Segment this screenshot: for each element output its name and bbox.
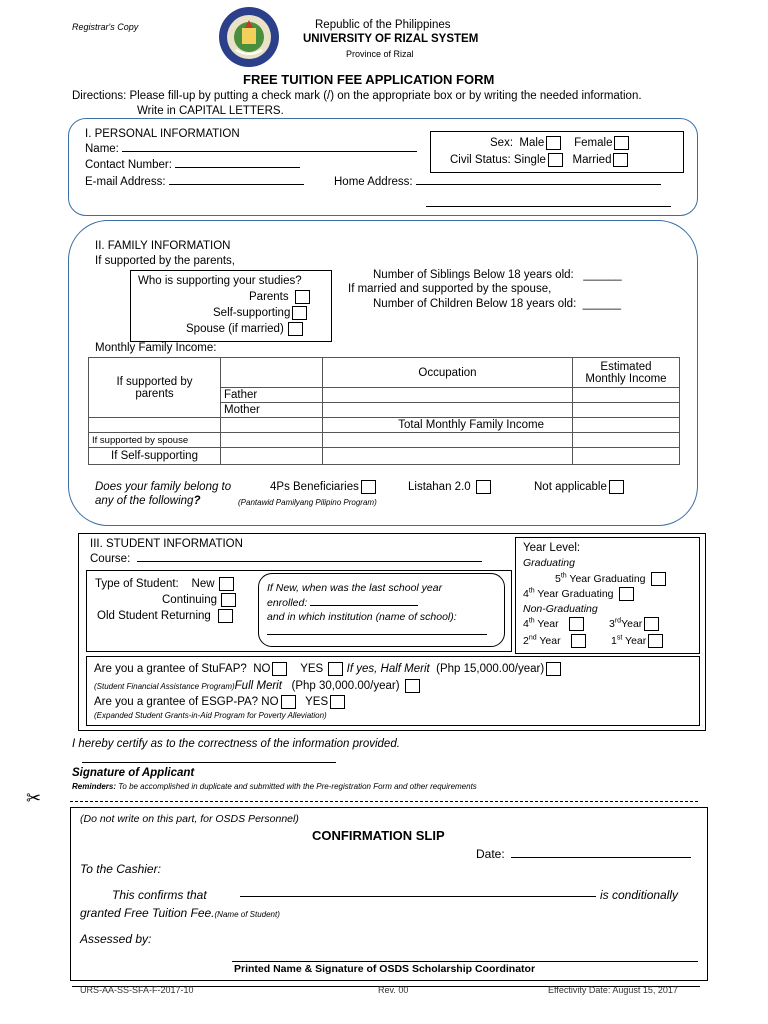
- half-merit-checkbox[interactable]: [546, 662, 561, 676]
- home-address-line-2[interactable]: [426, 198, 671, 210]
- fifth-year-option: 5th Year Graduating: [555, 572, 666, 586]
- single-checkbox[interactable]: [548, 153, 563, 167]
- esgp-full-label: (Expanded Student Grants-in-Aid Program for Poverty Alleviation): [94, 711, 327, 720]
- total-label: Total Monthly Family Income: [323, 418, 573, 433]
- stufap-yes-checkbox[interactable]: [328, 662, 343, 676]
- male-checkbox[interactable]: [546, 136, 561, 150]
- listahan-checkbox[interactable]: [476, 480, 491, 494]
- self-occupation[interactable]: [323, 448, 573, 465]
- assessed-label: Assessed by:: [80, 932, 152, 946]
- non-graduating-label: Non-Graduating: [523, 603, 598, 615]
- name-field[interactable]: Name:: [85, 143, 417, 155]
- who-supporting-label: Who is supporting your studies?: [138, 275, 302, 287]
- to-cashier: To the Cashier:: [80, 862, 161, 876]
- stufap-full-row: (Student Financial Assistance Program)Full Merit (Php 30,000.00/year): [94, 679, 420, 693]
- mother-occupation[interactable]: [323, 403, 573, 418]
- father-label: Father: [221, 388, 323, 403]
- not-applicable-option: Not applicable: [534, 480, 624, 494]
- stufap-no-checkbox[interactable]: [272, 662, 287, 676]
- province-line: Province of Rizal: [346, 49, 414, 59]
- new-checkbox[interactable]: [219, 577, 234, 591]
- self-supporting-option: Self-supporting: [213, 306, 307, 320]
- course-field[interactable]: Course:: [90, 553, 482, 565]
- certify-text: I hereby certify as to the correctness of the information provided.: [72, 738, 400, 750]
- estimated-header: Estimated Monthly Income: [573, 358, 680, 388]
- student-name-field[interactable]: [240, 888, 596, 900]
- parents-option: Parents: [249, 290, 310, 304]
- institution-field[interactable]: [267, 626, 487, 638]
- student-heading: III. STUDENT INFORMATION: [90, 538, 243, 550]
- esgp-row: Are you a grantee of ESGP-PA? NO YES: [94, 695, 345, 709]
- esgp-no-checkbox[interactable]: [281, 695, 296, 709]
- fourps-checkbox[interactable]: [361, 480, 376, 494]
- form-code: URS-AA-SS-SFA-F-2017-10: [80, 985, 194, 995]
- old-returning-option: Old Student Returning: [97, 609, 233, 623]
- spouse-checkbox[interactable]: [288, 322, 303, 336]
- stufap-row: Are you a grantee of StuFAP? NO YES If yes, Half Merit (Php 15,000.00/year): [94, 662, 561, 676]
- second-year-option: 2nd Year: [523, 634, 586, 648]
- date-field[interactable]: Date:: [476, 847, 691, 861]
- graduating-label: Graduating: [523, 557, 575, 569]
- second-year-checkbox[interactable]: [571, 634, 586, 648]
- total-income[interactable]: [573, 418, 680, 433]
- scissors-icon: ✂: [26, 788, 42, 808]
- belong-question-2: any of the following?: [95, 495, 201, 507]
- if-parents-cell: If supported by parents: [89, 358, 221, 418]
- revision: Rev. 00: [378, 985, 409, 995]
- if-self-label: If Self-supporting: [89, 448, 221, 465]
- fifth-year-checkbox[interactable]: [651, 572, 666, 586]
- last-school-year-field[interactable]: enrolled:: [267, 597, 418, 609]
- reminders: Reminders: To be accomplished in duplicate and submitted with the Pre-registration Form and other requirements: [72, 782, 477, 791]
- if-new-line-1: If New, when was the last school year: [267, 582, 443, 594]
- confirms-label: This confirms that: [112, 888, 207, 902]
- fourth-year-checkbox[interactable]: [569, 617, 584, 631]
- university-seal: [218, 6, 280, 68]
- fourth-year-grad-option: 4th Year Graduating: [523, 587, 634, 601]
- female-checkbox[interactable]: [614, 136, 629, 150]
- mother-income[interactable]: [573, 403, 680, 418]
- pantawid-label: (Pantawid Pamilyang Pilipino Program): [238, 498, 377, 507]
- slip-note: (Do not write on this part, for OSDS Personnel): [80, 813, 299, 825]
- spouse-income[interactable]: [573, 433, 680, 448]
- third-year-checkbox[interactable]: [644, 617, 659, 631]
- effectivity-date: Effectivity Date: August 15, 2017: [548, 985, 678, 995]
- income-table: [88, 357, 680, 465]
- granted-line: granted Free Tuition Fee.(Name of Student): [80, 906, 280, 920]
- not-applicable-checkbox[interactable]: [609, 480, 624, 494]
- monthly-income-label: Monthly Family Income:: [95, 342, 217, 354]
- self-income[interactable]: [573, 448, 680, 465]
- first-year-checkbox[interactable]: [648, 634, 663, 648]
- if-new-line-3: and in which institution (name of school):: [267, 611, 457, 623]
- parents-checkbox[interactable]: [295, 290, 310, 304]
- republic-line: Republic of the Philippines: [315, 19, 451, 31]
- continuing-option: Continuing: [162, 593, 236, 607]
- if-spouse-label: If supported by spouse: [89, 433, 221, 448]
- fourps-option: 4Ps Beneficiaries: [270, 480, 376, 494]
- full-merit-checkbox[interactable]: [405, 679, 420, 693]
- mother-label: Mother: [221, 403, 323, 418]
- spouse-occupation[interactable]: [323, 433, 573, 448]
- old-returning-checkbox[interactable]: [218, 609, 233, 623]
- form-title: FREE TUITION FEE APPLICATION FORM: [243, 72, 495, 87]
- spouse-option: Spouse (if married): [186, 322, 303, 336]
- sex-row: Sex: Male Female: [490, 136, 629, 150]
- university-name: UNIVERSITY OF RIZAL SYSTEM: [303, 33, 479, 45]
- continuing-checkbox[interactable]: [221, 593, 236, 607]
- belong-question-1: Does your family belong to: [95, 481, 232, 493]
- fourth-year-grad-checkbox[interactable]: [619, 587, 634, 601]
- children-field[interactable]: Number of Children Below 18 years old: ______: [373, 298, 622, 310]
- occupation-header: Occupation: [323, 358, 573, 388]
- slip-title: CONFIRMATION SLIP: [312, 828, 445, 843]
- cut-line: [70, 801, 698, 802]
- listahan-option: Listahan 2.0: [408, 480, 491, 494]
- fourth-year-option: 4th Year: [523, 617, 584, 631]
- copy-label: Registrar's Copy: [72, 22, 139, 32]
- married-checkbox[interactable]: [613, 153, 628, 167]
- siblings-field[interactable]: Number of Siblings Below 18 years old: ______: [373, 269, 622, 281]
- home-address-field[interactable]: Home Address:: [334, 176, 661, 188]
- directions-line-1: Directions: Please fill-up by putting a check mark (/) on the appropriate box or by writing the needed information.: [72, 90, 642, 102]
- self-supporting-checkbox[interactable]: [292, 306, 307, 320]
- father-occupation[interactable]: [323, 388, 573, 403]
- if-married-label: If married and supported by the spouse,: [348, 283, 552, 295]
- coordinator-label: Printed Name & Signature of OSDS Scholarship Coordinator: [234, 963, 536, 975]
- signature-label: Signature of Applicant: [72, 767, 195, 779]
- directions-line-2: Write in CAPITAL LETTERS.: [137, 105, 284, 117]
- year-level-label: Year Level:: [523, 542, 581, 554]
- if-supported-label: If supported by the parents,: [95, 255, 236, 267]
- civil-status-row: Civil Status: Single Married: [450, 153, 628, 167]
- family-heading: II. FAMILY INFORMATION: [95, 240, 231, 252]
- signature-line[interactable]: [82, 754, 336, 766]
- father-income[interactable]: [573, 388, 680, 403]
- conditionally-label: is conditionally: [600, 888, 679, 902]
- first-year-option: 1st Year: [611, 634, 663, 648]
- personal-heading: I. PERSONAL INFORMATION: [85, 128, 240, 140]
- third-year-option: 3rdYear: [609, 617, 659, 631]
- esgp-yes-checkbox[interactable]: [330, 695, 345, 709]
- new-option: Type of Student: New: [95, 577, 234, 591]
- contact-field[interactable]: Contact Number:: [85, 159, 300, 171]
- email-field[interactable]: E-mail Address:: [85, 176, 304, 188]
